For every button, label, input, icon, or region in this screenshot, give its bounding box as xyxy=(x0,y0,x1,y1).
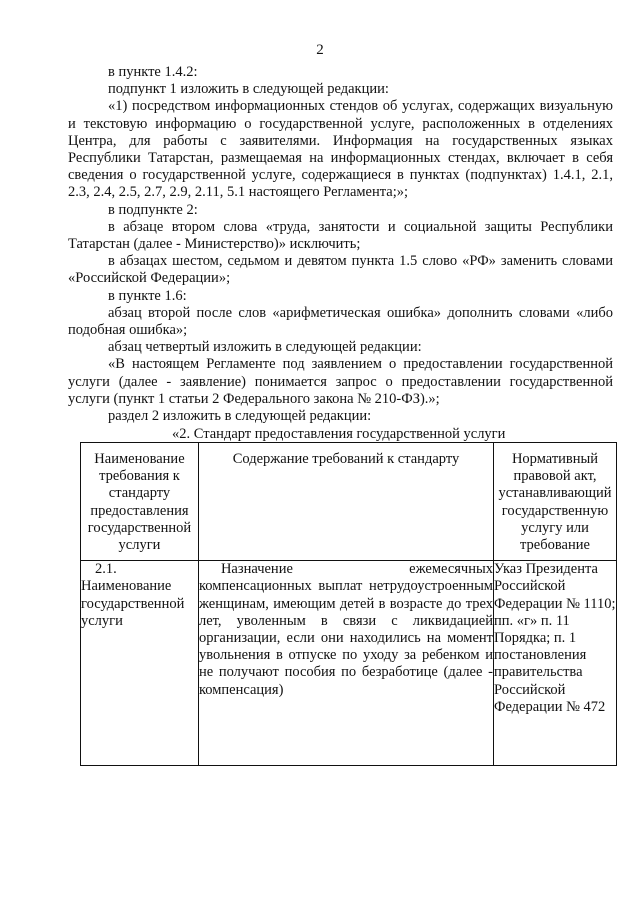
standard-table xyxy=(80,442,617,766)
section-title: «2. Стандарт предоставления государственной услуги xyxy=(172,426,506,442)
legal-act: Указ Президента Российской Федерации № 1110; пп. «г» п. 11 Порядка; п. 1 постановления правительства Российской Федерации № 472 xyxy=(493,561,616,715)
requirement-content-cell xyxy=(198,561,493,766)
paragraph: «1) посредством информационных стендов об услугах, содержащих визуальную и текстовую информацию о государственной услуге, расположенных в отделениях Центра, для работы с заявителями. Информация на государственных языках Республики Татарстан, размещаемая на информационных стендах, включает в себя сведения о государственной услуге, содержащиеся в пунктах (подпунктах) 1.4.1, 2.1, 2.3, 2.4, 2.5, 2.7, 2.9, 2.11, 5.1 настоящего Регламента;»; xyxy=(68,98,613,201)
header-requirement-name: Наименование требования к стандарту предоставления государственной услуги xyxy=(81,443,199,561)
table-header-row xyxy=(81,443,617,561)
paragraph: в пункте 1.4.2: xyxy=(108,64,198,80)
paragraph: абзац второй после слов «арифметическая ошибка» дополнить словами «либо подобная ошибка»; xyxy=(68,304,613,339)
legal-act-cell xyxy=(493,561,616,766)
requirement-number: 2.1. xyxy=(95,561,117,578)
requirement-content: Назначение ежемесячных компенсационных выплат нетрудоустроенным женщинам, имеющим детей в возрасте до трех лет, уволенным в связи с ликвидацией организации, если они находились на момент увольнения в отпуске по уходу за ребенком и не получают пособия по безработице (далее - компенсация) xyxy=(198,561,493,698)
paragraph: абзац четвертый изложить в следующей редакции: xyxy=(108,339,422,356)
paragraph: в пункте 1.6: xyxy=(108,287,187,304)
paragraph: «В настоящем Регламенте под заявлением о предоставлении государственной услуги (далее - заявление) понимается запрос о предоставлении государственной услуги (пункт 1 статьи 2 Федерального закона № 210-ФЗ).»; xyxy=(68,356,613,407)
requirement-name: Наименование государственной услуги xyxy=(81,578,185,629)
header-requirement-content: Содержание требований к стандарту xyxy=(198,443,493,561)
header-legal-act: Нормативный правовой акт, устанавливающий государственную услугу или требование xyxy=(493,443,616,561)
table-row xyxy=(81,561,617,766)
paragraph: раздел 2 изложить в следующей редакции: xyxy=(108,408,372,425)
document-body xyxy=(68,64,613,425)
paragraph: в абзаце втором слова «труда, занятости и социальной защиты Республики Татарстан (далее - Министерство)» исключить; xyxy=(68,218,613,253)
requirement-name-cell xyxy=(81,561,199,766)
page-number: 2 xyxy=(316,42,324,58)
paragraph: в абзацах шестом, седьмом и девятом пункта 1.5 слово «РФ» заменить словами «Российской Федерации»; xyxy=(68,253,613,287)
paragraph: подпункт 1 изложить в следующей редакции: xyxy=(108,81,389,98)
paragraph: в подпункте 2: xyxy=(108,201,198,218)
